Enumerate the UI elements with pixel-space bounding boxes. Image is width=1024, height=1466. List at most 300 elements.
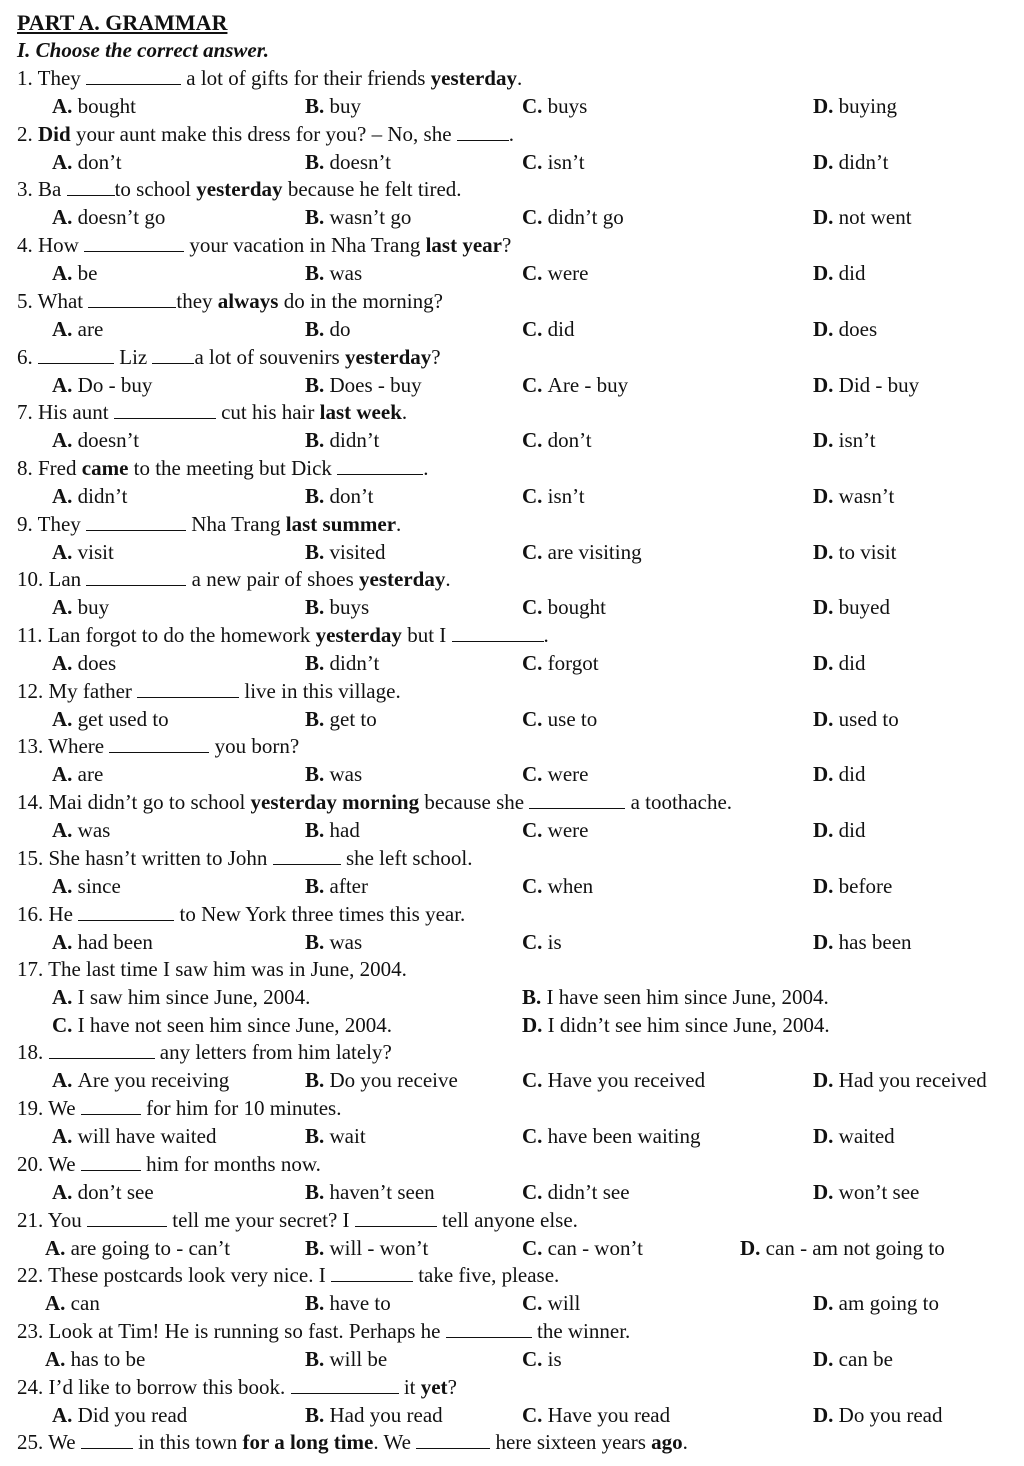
option-letter: B.	[305, 1402, 330, 1427]
option-text: does	[838, 316, 878, 341]
option-letter: B.	[305, 372, 330, 397]
option-letter: A.	[52, 261, 78, 286]
question-2-option-b[interactable]	[305, 150, 391, 174]
question-24-option-b[interactable]	[305, 1403, 443, 1427]
answer-blank[interactable]	[88, 289, 176, 308]
question-6-option-a[interactable]	[52, 373, 152, 397]
option-text: isn’t	[838, 428, 876, 453]
option-text: bought	[547, 595, 607, 620]
option-text: will have waited	[77, 1124, 217, 1149]
answer-blank[interactable]	[86, 66, 181, 85]
option-text: when	[547, 873, 594, 898]
option-letter: C.	[522, 1346, 548, 1371]
option-letter: D.	[813, 261, 839, 286]
question-20-option-a[interactable]	[52, 1180, 154, 1204]
question-14-option-c[interactable]	[522, 818, 588, 842]
option-text: before	[838, 873, 893, 898]
question-13-option-c[interactable]	[522, 762, 588, 786]
option-text: have to	[329, 1291, 391, 1316]
question-15-option-d[interactable]	[813, 874, 892, 898]
option-letter: A.	[52, 1179, 78, 1204]
option-text: Does - buy	[329, 372, 422, 397]
emphasis-keyword: yesterday	[430, 66, 517, 90]
question-8-stem: 8. Fred came to the meeting but Dick .	[17, 455, 429, 480]
question-18-option-a[interactable]	[52, 1068, 229, 1092]
option-text: I have not seen him since June, 2004.	[77, 1013, 393, 1038]
option-letter: B.	[305, 316, 330, 341]
answer-blank[interactable]	[355, 1208, 437, 1227]
option-text: have been waiting	[547, 1124, 701, 1149]
option-text: to visit	[838, 539, 897, 564]
question-7-stem: 7. His aunt cut his hair last week.	[17, 400, 408, 425]
answer-blank[interactable]	[87, 1208, 167, 1227]
question-20-option-d[interactable]	[813, 1180, 919, 1204]
question-10-stem: 10. Lan a new pair of shoes yesterday.	[17, 567, 451, 592]
option-letter: A.	[52, 706, 78, 731]
option-letter: B.	[305, 595, 330, 620]
question-3-option-b[interactable]	[305, 205, 411, 229]
option-text: were	[547, 762, 589, 787]
question-5-option-c[interactable]	[522, 317, 575, 341]
option-text: Have you received	[547, 1068, 706, 1093]
question-23-option-a[interactable]	[45, 1347, 145, 1371]
answer-blank[interactable]	[273, 846, 341, 865]
option-text: don’t	[329, 483, 374, 508]
answer-blank[interactable]	[291, 1375, 399, 1394]
question-3-stem: 3. Ba to school yesterday because he felt tired.	[17, 177, 462, 202]
option-text: since	[77, 873, 121, 898]
option-text: I didn’t see him since June, 2004.	[547, 1013, 830, 1038]
answer-blank[interactable]	[38, 345, 114, 364]
answer-blank[interactable]	[137, 679, 239, 698]
option-letter: D.	[813, 1346, 839, 1371]
option-letter: C.	[522, 149, 548, 174]
question-8-option-c[interactable]	[522, 484, 585, 508]
option-text: after	[329, 873, 368, 898]
option-letter: A.	[45, 1235, 71, 1260]
question-24-stem: 24. I’d like to borrow this book. it yet?	[17, 1374, 457, 1399]
section-instruction: I. Choose the correct answer.	[17, 38, 270, 62]
question-7-option-c[interactable]	[522, 428, 592, 452]
question-22-option-d[interactable]	[813, 1291, 939, 1315]
question-17-option-c[interactable]	[52, 1013, 392, 1037]
question-16-option-b[interactable]	[305, 930, 362, 954]
option-letter: B.	[305, 651, 330, 675]
question-10-option-b[interactable]	[305, 595, 369, 619]
question-13-option-a[interactable]	[52, 762, 103, 786]
question-6-option-c[interactable]	[522, 373, 628, 397]
option-letter: B.	[305, 762, 330, 787]
option-text: had been	[77, 929, 153, 954]
option-text: are visiting	[547, 539, 642, 564]
option-letter: B.	[305, 1179, 330, 1204]
option-letter: C.	[522, 539, 548, 564]
option-text: didn’t	[329, 651, 380, 675]
question-2-option-c[interactable]	[522, 150, 585, 174]
option-letter: B.	[305, 818, 330, 843]
question-21-option-a[interactable]	[45, 1236, 230, 1260]
option-text: used to	[838, 706, 899, 731]
question-2-option-d[interactable]	[813, 150, 888, 174]
option-text: buy	[77, 595, 110, 620]
question-17-option-d[interactable]	[522, 1013, 830, 1037]
question-14-option-d[interactable]	[813, 818, 866, 842]
emphasis-keyword: always	[217, 288, 279, 313]
question-10-option-d[interactable]	[813, 595, 890, 619]
option-text: did	[838, 762, 866, 787]
option-text: don’t	[547, 428, 592, 453]
option-letter: A.	[52, 651, 78, 675]
question-1-option-d[interactable]	[813, 94, 897, 118]
answer-blank[interactable]	[446, 1319, 532, 1338]
question-11-option-b[interactable]	[305, 651, 379, 675]
option-text: can - am not going to	[765, 1235, 945, 1260]
option-letter: B.	[522, 985, 547, 1010]
answer-blank[interactable]	[452, 623, 544, 642]
question-19-option-c[interactable]	[522, 1124, 700, 1148]
option-letter: D.	[813, 372, 839, 397]
question-21-option-c[interactable]	[522, 1236, 643, 1260]
option-text: wasn’t go	[329, 205, 412, 230]
option-text: buying	[838, 94, 898, 118]
answer-blank[interactable]	[78, 902, 174, 921]
option-text: do	[329, 316, 351, 341]
question-8-option-d[interactable]	[813, 484, 894, 508]
option-letter: A.	[52, 1124, 78, 1149]
question-22-option-c[interactable]	[522, 1291, 580, 1315]
question-3-option-d[interactable]	[813, 205, 912, 229]
option-text: is	[547, 1346, 562, 1371]
option-text: didn’t go	[547, 205, 624, 230]
option-text: doesn’t go	[77, 205, 166, 230]
option-letter: B.	[305, 706, 330, 731]
option-text: was	[329, 261, 363, 286]
answer-blank[interactable]	[81, 1152, 141, 1171]
option-text: did	[838, 818, 866, 843]
option-letter: B.	[305, 261, 330, 286]
answer-blank[interactable]	[331, 1263, 413, 1282]
question-19-option-d[interactable]	[813, 1124, 895, 1148]
option-text: am going to	[838, 1291, 939, 1316]
question-13-option-d[interactable]	[813, 762, 866, 786]
answer-blank[interactable]	[152, 345, 194, 364]
question-4-option-c[interactable]	[522, 261, 588, 285]
question-20-option-b[interactable]	[305, 1180, 435, 1204]
question-15-option-b[interactable]	[305, 874, 368, 898]
option-text: are going to - can’t	[70, 1235, 231, 1260]
question-13-stem: 13. Where you born?	[17, 734, 300, 759]
emphasis-keyword: ago	[651, 1430, 683, 1455]
question-6-option-d[interactable]	[813, 373, 919, 397]
option-text: didn’t	[838, 149, 889, 174]
question-4-option-a[interactable]	[52, 261, 98, 285]
question-18-option-c[interactable]	[522, 1068, 705, 1092]
question-12-option-d[interactable]	[813, 707, 899, 731]
option-letter: B.	[305, 1068, 330, 1093]
option-letter: A.	[52, 1402, 78, 1427]
emphasis-keyword: yesterday	[359, 567, 446, 592]
question-5-option-d[interactable]	[813, 317, 877, 341]
question-1-option-a[interactable]	[52, 94, 136, 118]
option-letter: D.	[813, 428, 839, 453]
question-19-option-b[interactable]	[305, 1124, 366, 1148]
option-letter: D.	[813, 539, 839, 564]
option-letter: C.	[522, 929, 548, 954]
option-letter: D.	[813, 762, 839, 787]
question-15-option-c[interactable]	[522, 874, 593, 898]
option-text: I have seen him since June, 2004.	[546, 985, 829, 1010]
option-text: Are - buy	[547, 372, 629, 397]
option-letter: D.	[813, 94, 839, 118]
question-2-option-a[interactable]	[52, 150, 122, 174]
option-letter: D.	[813, 149, 839, 174]
answer-blank[interactable]	[86, 512, 186, 531]
option-text: Do you receive	[329, 1068, 458, 1093]
option-letter: C.	[522, 762, 548, 787]
option-text: don’t see	[77, 1179, 154, 1204]
option-letter: B.	[305, 94, 330, 118]
question-23-option-c[interactable]	[522, 1347, 562, 1371]
question-4-option-d[interactable]	[813, 261, 866, 285]
answer-blank[interactable]	[337, 456, 423, 475]
option-text: can be	[838, 1346, 893, 1371]
option-text: get to	[329, 706, 377, 731]
question-18-stem: 18. any letters from him lately?	[17, 1040, 392, 1065]
option-text: buys	[547, 94, 588, 118]
question-21-option-b[interactable]	[305, 1236, 428, 1260]
question-9-option-b[interactable]	[305, 540, 386, 564]
option-letter: A.	[52, 818, 78, 843]
option-letter: D.	[813, 316, 839, 341]
question-11-option-d[interactable]	[813, 651, 866, 675]
option-letter: B.	[305, 205, 330, 230]
option-letter: B.	[305, 1291, 330, 1316]
option-letter: A.	[52, 428, 78, 453]
question-17-option-a[interactable]	[52, 985, 310, 1009]
option-text: waited	[838, 1124, 895, 1149]
question-9-option-a[interactable]	[52, 540, 114, 564]
option-letter: A.	[52, 595, 78, 620]
question-15-option-a[interactable]	[52, 874, 121, 898]
option-text: is	[547, 929, 562, 954]
option-text: will - won’t	[329, 1235, 429, 1260]
question-24-option-c[interactable]	[522, 1403, 670, 1427]
question-14-option-a[interactable]	[52, 818, 110, 842]
answer-blank[interactable]	[416, 1430, 490, 1449]
question-5-stem: 5. What they always do in the morning?	[17, 288, 443, 313]
question-16-option-a[interactable]	[52, 930, 153, 954]
question-6-option-b[interactable]	[305, 373, 422, 397]
question-13-option-b[interactable]	[305, 762, 362, 786]
option-letter: D.	[813, 205, 839, 230]
option-letter: A.	[52, 985, 78, 1010]
option-letter: A.	[52, 316, 78, 341]
option-letter: C.	[52, 1013, 78, 1038]
question-8-option-a[interactable]	[52, 484, 127, 508]
question-20-stem: 20. We him for months now.	[17, 1151, 321, 1176]
option-text: not went	[838, 205, 912, 230]
question-11-option-a[interactable]	[52, 651, 116, 675]
option-letter: D.	[813, 706, 839, 731]
option-letter: D.	[813, 873, 839, 898]
question-2-stem: 2. Did your aunt make this dress for you? – No, she .	[17, 121, 515, 146]
option-letter: C.	[522, 1124, 548, 1149]
question-7-option-a[interactable]	[52, 428, 139, 452]
option-letter: C.	[522, 261, 548, 286]
answer-blank[interactable]	[67, 177, 115, 196]
answer-blank[interactable]	[457, 122, 509, 141]
question-1-option-b[interactable]	[305, 94, 361, 118]
option-letter: D.	[813, 929, 839, 954]
option-text: didn’t see	[547, 1179, 630, 1204]
option-text: Do - buy	[77, 372, 153, 397]
question-20-option-c[interactable]	[522, 1180, 630, 1204]
question-23-stem: 23. Look at Tim! He is running so fast. Perhaps he the winner.	[17, 1318, 631, 1343]
option-text: visited	[329, 539, 386, 564]
question-6-stem: 6. Liz a lot of souvenirs yesterday?	[17, 344, 441, 369]
question-16-option-c[interactable]	[522, 930, 562, 954]
option-text: wasn’t	[838, 483, 895, 508]
question-10-option-c[interactable]	[522, 595, 606, 619]
option-text: Do you read	[838, 1402, 943, 1427]
question-22-option-b[interactable]	[305, 1291, 391, 1315]
question-18-option-d[interactable]	[813, 1068, 987, 1092]
question-16-option-d[interactable]	[813, 930, 912, 954]
question-17-stem: 17. The last time I saw him was in June, 2004.	[17, 957, 407, 982]
option-text: Have you read	[547, 1402, 671, 1427]
emphasis-keyword: last year	[425, 233, 502, 258]
option-text: was	[329, 762, 363, 787]
option-text: visit	[77, 539, 114, 564]
question-23-option-b[interactable]	[305, 1347, 387, 1371]
option-letter: B.	[305, 1235, 330, 1260]
emphasis-keyword: yesterday	[315, 623, 402, 647]
option-letter: D.	[813, 595, 839, 620]
question-22-option-a[interactable]	[45, 1291, 100, 1315]
question-3-option-c[interactable]	[522, 205, 624, 229]
option-text: Did you read	[77, 1402, 188, 1427]
question-19-option-a[interactable]	[52, 1124, 216, 1148]
option-text: bought	[77, 94, 137, 118]
question-12-option-c[interactable]	[522, 707, 597, 731]
question-21-option-d[interactable]	[740, 1236, 945, 1260]
option-letter: C.	[522, 316, 548, 341]
emphasis-keyword: came	[81, 455, 129, 480]
question-5-option-a[interactable]	[52, 317, 103, 341]
question-14-stem: 14. Mai didn’t go to school yesterday morning because she a toothache.	[17, 790, 733, 815]
option-text: buyed	[838, 595, 890, 620]
question-19-stem: 19. We for him for 10 minutes.	[17, 1096, 342, 1121]
option-letter: B.	[305, 873, 330, 898]
option-text: haven’t seen	[329, 1179, 435, 1204]
option-letter: B.	[305, 483, 330, 508]
option-letter: D.	[813, 1124, 839, 1149]
option-letter: D.	[522, 1013, 548, 1038]
option-text: isn’t	[547, 149, 585, 174]
option-text: did	[547, 316, 575, 341]
answer-blank[interactable]	[81, 1430, 133, 1449]
option-letter: A.	[52, 929, 78, 954]
option-letter: B.	[305, 149, 330, 174]
option-letter: D.	[813, 483, 839, 508]
option-letter: C.	[522, 1179, 548, 1204]
emphasis-keyword: last week	[319, 400, 402, 425]
question-9-option-d[interactable]	[813, 540, 896, 564]
question-14-option-b[interactable]	[305, 818, 360, 842]
question-24-option-d[interactable]	[813, 1403, 942, 1427]
option-letter: A.	[52, 149, 78, 174]
question-3-option-a[interactable]	[52, 205, 165, 229]
option-letter: C.	[522, 706, 548, 731]
option-text: were	[547, 818, 589, 843]
question-8-option-b[interactable]	[305, 484, 373, 508]
option-text: I saw him since June, 2004.	[77, 985, 311, 1010]
question-9-stem: 9. They Nha Trang last summer.	[17, 511, 402, 536]
question-9-option-c[interactable]	[522, 540, 642, 564]
option-text: wait	[329, 1124, 366, 1149]
option-letter: B.	[305, 1124, 330, 1149]
option-letter: C.	[522, 94, 548, 118]
option-letter: D.	[813, 1291, 839, 1316]
option-text: Had you received	[838, 1068, 987, 1093]
answer-blank[interactable]	[86, 567, 186, 586]
question-24-option-a[interactable]	[52, 1403, 187, 1427]
question-12-option-a[interactable]	[52, 707, 169, 731]
question-25-stem: 25. We in this town for a long time. We here sixteen years ago.	[17, 1430, 688, 1455]
answer-blank[interactable]	[114, 400, 216, 419]
question-4-option-b[interactable]	[305, 261, 362, 285]
option-text: had	[329, 818, 360, 843]
question-18-option-b[interactable]	[305, 1068, 458, 1092]
option-letter: A.	[52, 762, 78, 787]
option-text: can - won’t	[547, 1235, 643, 1260]
question-10-option-a[interactable]	[52, 595, 109, 619]
question-7-option-b[interactable]	[305, 428, 379, 452]
emphasis-keyword: for a long time	[242, 1430, 374, 1455]
option-letter: D.	[813, 1402, 839, 1427]
question-5-option-b[interactable]	[305, 317, 351, 341]
answer-blank[interactable]	[529, 790, 625, 809]
question-1-option-c[interactable]	[522, 94, 587, 118]
option-text: can	[70, 1291, 100, 1316]
answer-blank[interactable]	[109, 734, 209, 753]
option-text: be	[77, 261, 98, 286]
option-letter: D.	[813, 1179, 839, 1204]
question-12-option-b[interactable]	[305, 707, 377, 731]
answer-blank[interactable]	[84, 233, 184, 252]
option-letter: A.	[52, 94, 78, 118]
emphasis-keyword: last summer	[285, 511, 397, 536]
question-23-option-d[interactable]	[813, 1347, 893, 1371]
question-15-stem: 15. She hasn’t written to John she left school.	[17, 845, 473, 870]
question-1-stem: 1. They a lot of gifts for their friends yesterday.	[17, 66, 523, 90]
option-text: isn’t	[547, 483, 585, 508]
option-letter: C.	[522, 818, 548, 843]
option-letter: A.	[52, 372, 78, 397]
option-text: buy	[329, 94, 362, 118]
question-17-option-b[interactable]	[522, 985, 829, 1009]
option-text: forgot	[547, 651, 599, 675]
question-11-option-c[interactable]	[522, 651, 599, 675]
option-text: doesn’t	[77, 428, 140, 453]
option-text: Are you receiving	[77, 1068, 230, 1093]
option-letter: C.	[522, 1291, 548, 1316]
answer-blank[interactable]	[81, 1096, 141, 1115]
emphasis-keyword: yesterday	[344, 344, 432, 369]
emphasis-keyword: Did	[38, 121, 71, 146]
answer-blank[interactable]	[49, 1040, 155, 1059]
question-7-option-d[interactable]	[813, 428, 876, 452]
